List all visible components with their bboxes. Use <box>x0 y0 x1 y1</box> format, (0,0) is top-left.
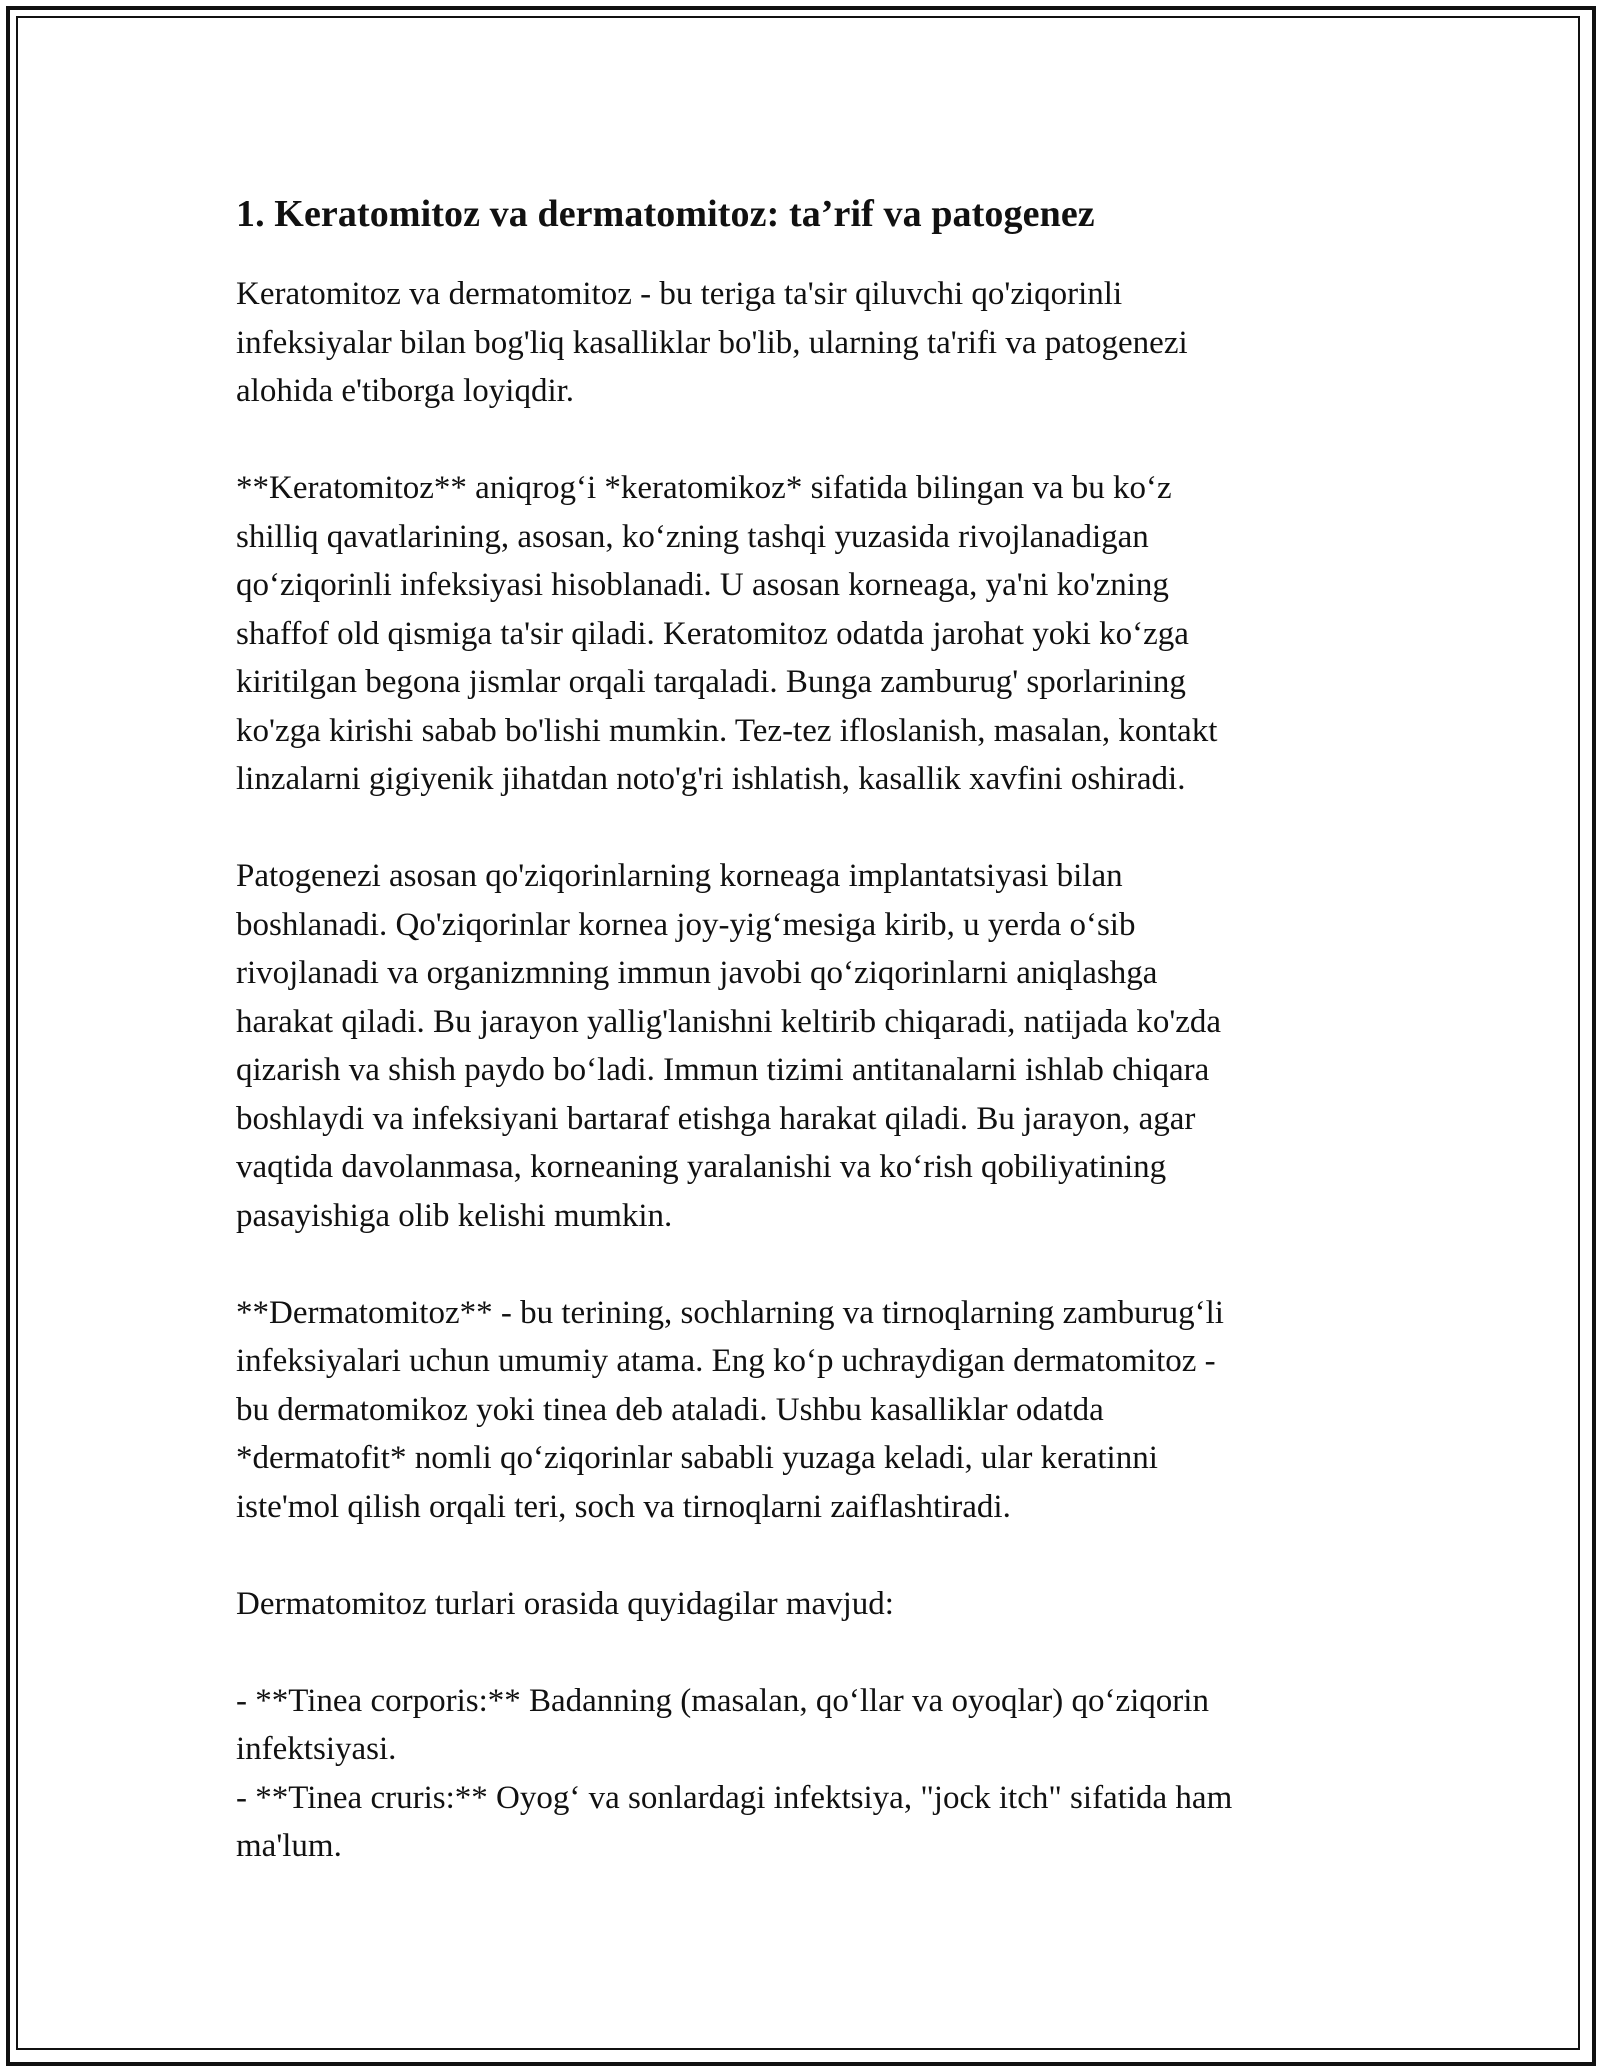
paragraph-spacer <box>236 804 1356 853</box>
section-heading: 1. Keratomitoz va dermatomitoz: ta’rif va patogenez <box>236 193 1095 235</box>
paragraph-types-intro: Dermatomitoz turlari orasida quyidagilar mavjud: <box>236 1585 894 1622</box>
paragraph-pathogenesis: Patogenezi asosan qo'ziqorinlarning korneaga implantatsiyasi bilan boshlanadi. Qo'ziqorinlar kornea joy-yig‘mesiga kirib, u yerda o‘sib rivojlanadi va organizmning immun javobi qo‘ziqorinlarni aniqlashga harakat qiladi. Bu jarayon yallig'lanishni keltirib chiqaradi, natijada ko'zda qizarish va shish paydo bo‘ladi. Immun tizimi antitanalarni ishlab chiqara boshlaydi va infeksiyani bartaraf etishga harakat qiladi. Bu jarayon, agar vaqtida davolanmasa, korneaning yaralanishi va ko‘rish qobiliyatining pasayishiga olib kelishi mumkin. <box>236 858 1222 1234</box>
document-body <box>236 186 1356 1871</box>
paragraph-spacer <box>236 416 1356 465</box>
paragraph-types-list: - **Tinea corporis:** Badanning (masalan, qo‘llar va oyoqlar) qo‘ziqorin infektsiyasi. - **Tinea cruris:** Oyog‘ va sonlardagi infektsiya, "jock itch" sifatida ham ma'lum. <box>236 1682 1233 1864</box>
paragraph-intro: Keratomitoz va dermatomitoz - bu teriga ta'sir qiluvchi qo'ziqorinli infeksiyalar bilan bog'liq kasalliklar bo'lib, ularning ta'rifi va patogenezi alohida e'tiborga loyiqdir. <box>236 276 1188 409</box>
paragraph-dermatomitoz: **Dermatomitoz** - bu terining, sochlarning va tirnoqlarning zamburug‘li infeksiyalari uchun umumiy atama. Eng ko‘p uchraydigan dermatomitoz - bu dermatomikoz yoki tinea deb ataladi. Ushbu kasalliklar odatda *dermatofit* nomli qo‘ziqorinlar sababli yuzaga keladi, ular keratinni iste'mol qilish orqali teri, soch va tirnoqlarni zaiflashtiradi. <box>236 1294 1224 1525</box>
paragraph-spacer <box>236 1240 1356 1289</box>
paragraph-spacer <box>236 1531 1356 1580</box>
paragraph-spacer <box>236 1628 1356 1677</box>
paragraph-keratomitoz: **Keratomitoz** aniqrog‘i *keratomikoz* sifatida bilingan va bu ko‘z shilliq qavatlarining, asosan, ko‘zning tashqi yuzasida rivojlanadigan qo‘ziqorinli infeksiyasi hisoblanadi. U asosan korneaga, ya'ni ko'zning shaffof old qismiga ta'sir qiladi. Keratomitoz odatda jarohat yoki ko‘zga kiritilgan begona jismlar orqali tarqaladi. Bunga zamburug' sporlarining ko'zga kirishi sabab bo'lishi mumkin. Tez-tez ifloslanish, masalan, kontakt linzalarni gigiyenik jihatdan noto'g'ri ishlatish, kasallik xavfini oshiradi. <box>236 470 1218 797</box>
